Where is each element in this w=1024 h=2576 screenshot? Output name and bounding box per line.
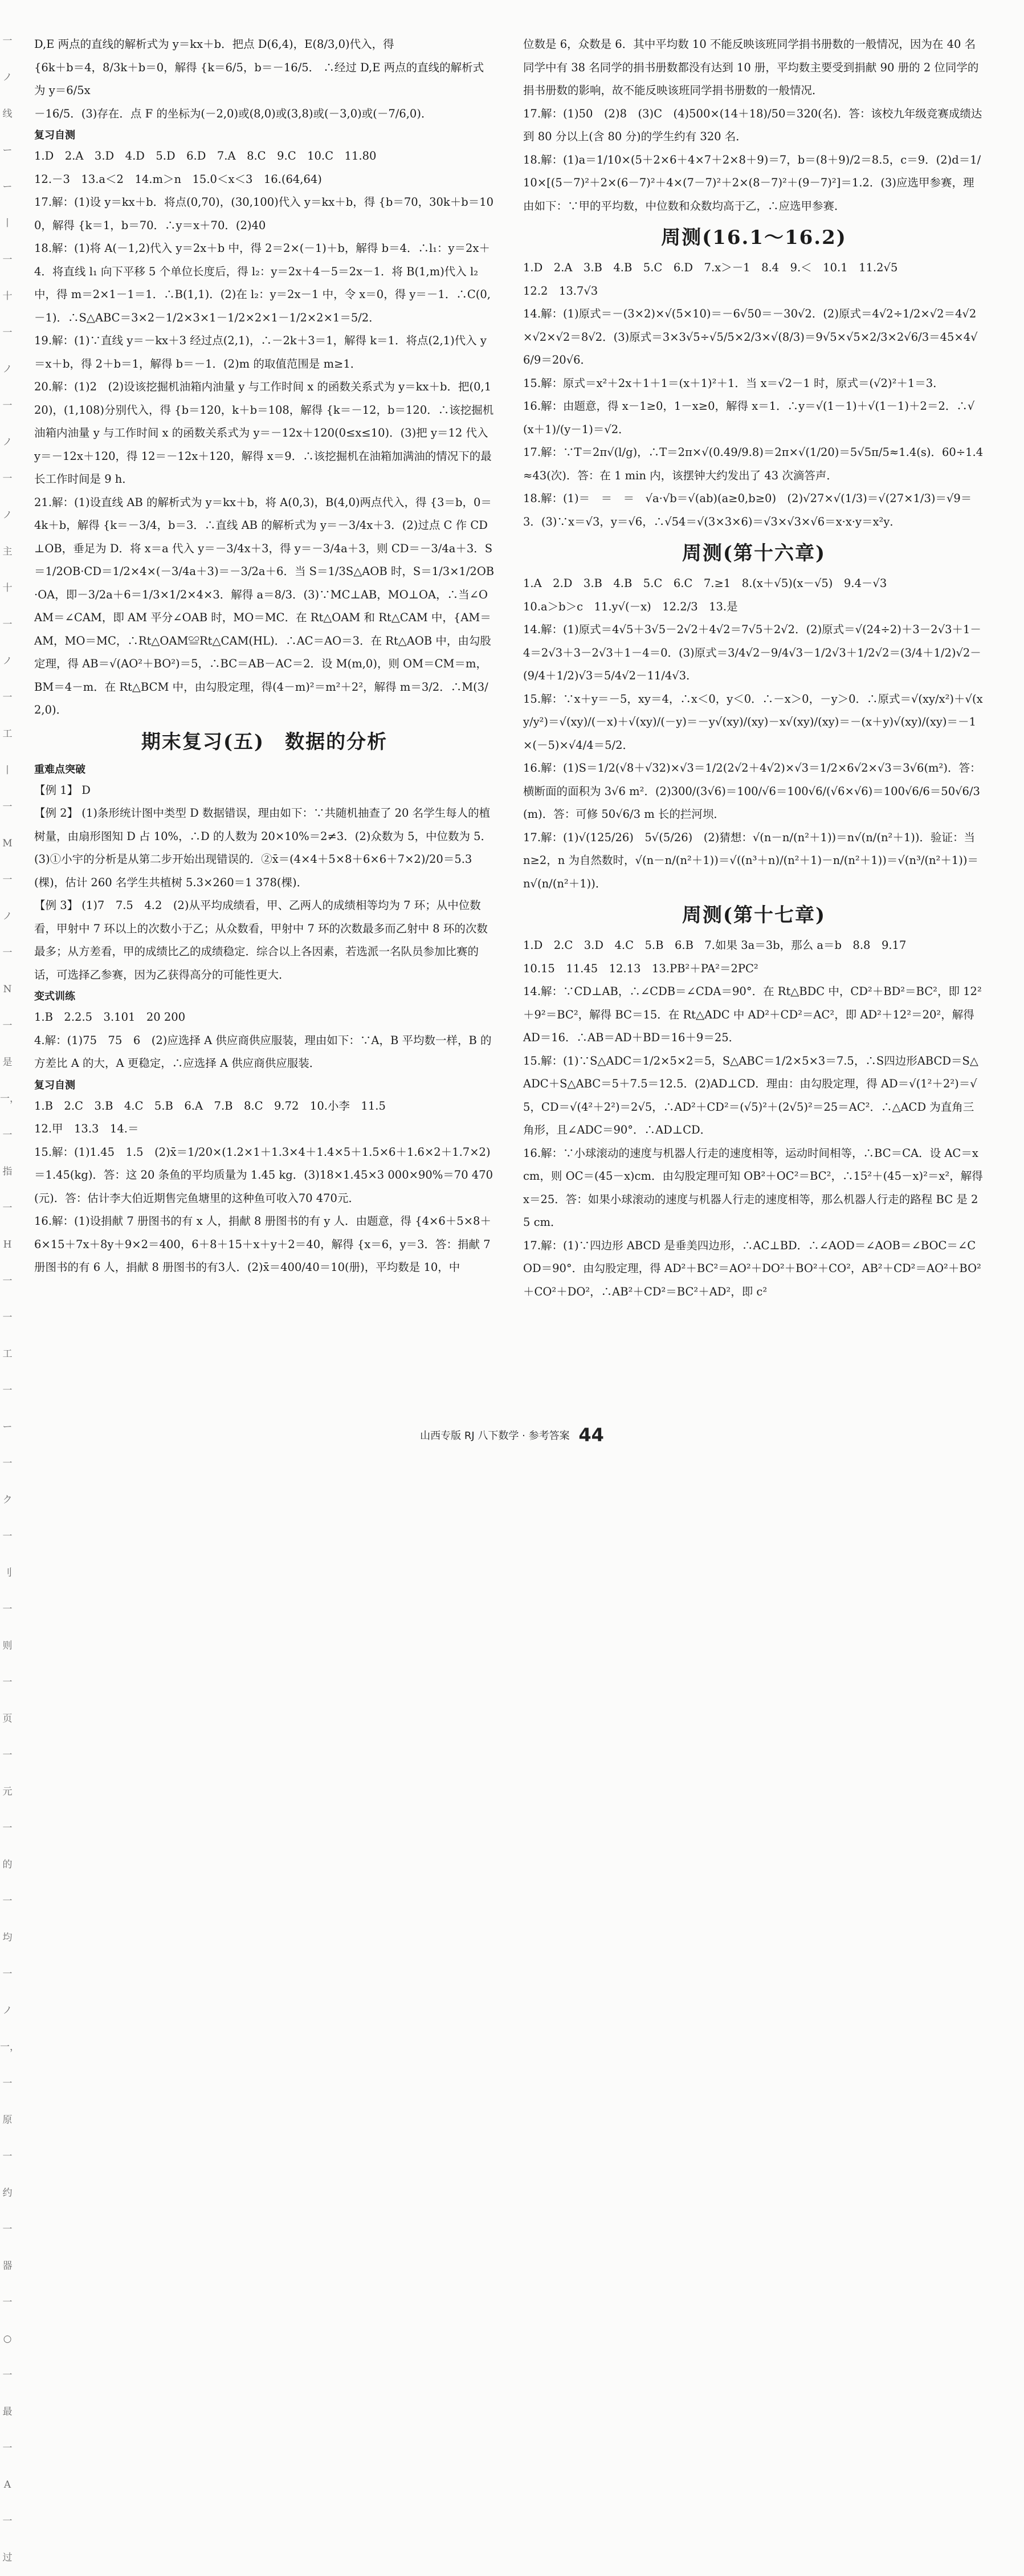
answer-paragraph: 18.解：(1)＝ ＝ ＝ √a·√b＝√(ab)(a≥0,b≥0) (2)√27×√(1/3)＝√(27×1/3)＝√9＝3．(3)∵x＝√3，y＝√6，∴√54＝√(3×3×6)＝√3×√3×√6＝x·x·y＝x²y． [523,492,972,528]
answer-paragraph: 20.解：(1)2 (2)设该挖掘机油箱内油量 y 与工作时间 x 的函数关系式为 y＝kx＋b．把(0,120)，(1,108)分别代入，得 {b＝120，k＋b＝108，解得 {k＝－12，b＝120．∴该挖掘机油箱内油量 y 与工作时间 x 的函数关系式为 y＝－12x＋120(0≤x≤10)．(3)把 y＝12 代入 y＝－12x＋120，得 12＝－12x＋120，解得 x＝9．∴该挖掘机在油箱加满油的情况下的最长工作时间是 9 h． [34,380,494,486]
subsection-heading: 重难点突破 [34,763,85,776]
answer-paragraph: 15.解：∵x＋y＝－5，xy＝4，∴x＜0，y＜0．∴－x＞0，－y＞0．∴原式＝√(xy/x²)＋√(xy/y²)＝√(xy)/(－x)＋√(xy)/(－y)＝－y√(xy)/(xy)－x√(xy)/(xy)＝－(x＋y)√(xy)/(xy)＝－1×(－5)×√4/4＝5/2． [523,692,983,752]
answer-paragraph: 【例 2】 (1)条形统计图中类型 D 数据错误，理由如下：∵共随机抽查了 20 名学生每人的植树量，由扇形图知 D 占 10%，∴D 的人数为 20×10%＝2≠3．(2)众数为 5，中位数为 5．(3)①小宇的分析是从第二步开始出现错误的．②x̄＝(4×4＋5×8＋6×6＋7×2)/20＝5.3(棵)，估计 260 名学生共植树 5.3×260＝1 378(棵)． [34,806,492,889]
answer-paragraph: 14.解：∵CD⊥AB，∴∠CDB＝∠CDA＝90°．在 Rt△BDC 中，CD²＋BD²＝BC²，即 12²＋9²＝BC²，解得 BC＝15．在 Rt△ADC 中 AD²＋CD²＝AC²，即 AD²＋12²＝20²，解得 AD＝16．∴AB＝AD＋BD＝16＋9＝25． [523,985,982,1044]
page-footer [0,1424,1024,1446]
answer-paragraph: 1.D 2.A 3.B 4.B 5.C 6.D 7.x＞－1 8.4 9.＜ 10.1 11.2√5 [523,261,898,274]
answer-paragraph: 12.甲 13.3 14.＝ [34,1122,139,1135]
answer-paragraph: 21.解：(1)设直线 AB 的解析式为 y＝kx＋b，将 A(0,3)，B(4,0)两点代入，得 {3＝b，0＝4k＋b，解得 {k＝－3/4，b＝3．∴直线 AB 的解析式为 y＝－3/4x＋3．(2)过点 C 作 CD⊥OB，垂足为 D．将 x＝a 代入 y＝－3/4x＋3，得 y＝－3/4a＋3，则 CD＝－3/4a＋3．S＝1/2OB·CD＝1/2×4×(－3/4a＋3)＝－3/2a＋6．当 S＝1/3S△AOB 时，S＝1/3×1/2OB·OA，即－3/2a＋6＝1/3×1/2×4×3．解得 a＝8/3．(3)∵MC⊥AB，MO⊥OA，∴当∠OAM＝∠CAM，即 AM 平分∠OAB 时，MO＝MC．在 Rt△OAM 和 Rt△CAM 中，{AM＝AM，MO＝MC，∴Rt△OAM≌Rt△CAM(HL)．∴AC＝AO＝3．在 Rt△AOB 中，由勾股定理，得 AB＝√(AO²＋BO²)＝5，∴BC＝AB－AC＝2．设 M(m,0)，则 OM＝CM＝m，BM＝4－m．在 Rt△BCM 中，由勾股定理，得(4－m)²＝m²＋2²，解得 m＝3/2．∴M(3/2,0)． [34,495,495,716]
answer-paragraph: －16/5．(3)存在．点 F 的坐标为(－2,0)或(8,0)或(3,8)或(－3,0)或(－7/6,0)． [34,107,433,120]
answer-paragraph: 17.解：(1)∵四边形 ABCD 是垂美四边形，∴AC⊥BD．∴∠AOD＝∠AOB＝∠BOC＝∠COD＝90°．由勾股定理，得 AD²＋BC²＝AO²＋DO²＋BO²＋CO²，AB²＋CD²＝AO²＋BO²＋CO²＋DO²，∴AB²＋CD²＝BC²＋AD²，即 c² [523,1238,981,1298]
section-title: 周测(第十七章) [682,904,826,927]
answer-paragraph: 【例 1】 D [34,783,91,797]
answer-paragraph: 10.15 11.45 12.13 13.PB²＋PA²＝2PC² [523,961,758,975]
subsection-heading: 变式训练 [34,991,75,1002]
answer-paragraph: 16.解：∵小球滚动的速度与机器人行走的速度相等，运动时间相等，∴BC＝CA．设 AC＝x cm，则 OC＝(45－x)cm．由勾股定理可知 OB²＋OC²＝BC²，∴15²＋(45－x)²＝x²，解得 x＝25．答：如果小球滚动的速度与机器人行走的速度相等，那么机器人行走的路程 BC 是 25 cm． [523,1146,986,1229]
binding-margin-text: 一ノ线ーー丨一十一ノ一ノ一ノ主十一ノ一工丨一M一ノ一N一是一，一指一H一一工一ー一ク一刂一则一页一元一的一均一ノ一，一原一约一器一○一最一A一过 [0,35,19,2563]
answer-paragraph: 12.2 13.7√3 [523,284,598,297]
answer-paragraph: 12.－3 13.a＜2 14.m＞n 15.0＜x＜3 16.(64,64) [34,172,322,186]
answer-paragraph: {6k＋b＝4，8/3k＋b＝0，解得 {k＝6/5，b＝－16/5． ∴经过 D,E 两点的直线的解析式为 y＝6/5x [34,60,484,97]
answer-paragraph: 1.D 2.C 3.D 4.C 5.B 6.B 7.如果 3a＝3b，那么 a＝b 8.8 9.17 [523,939,907,952]
answer-paragraph: 16.解：由题意，得 x－1≥0，1－x≥0，解得 x＝1．∴y＝√(1－1)＋√(1－1)＋2＝2．∴√(x＋1)/(y－1)＝√2． [523,400,975,436]
section-title: 周测(第十六章) [682,542,826,565]
answer-paragraph: 1.A 2.D 3.B 4.B 5.C 6.C 7.≥1 8.(x＋√5)(x－√5) 9.4－√3 [523,577,887,590]
answer-paragraph: 18.解：(1)a＝1/10×(5＋2×6＋4×7＋2×8＋9)＝7，b＝(8＋9)/2＝8.5，c＝9．(2)d＝1/10×[(5－7)²＋2×(6－7)²＋4×(7－7)²＋2×(8－7)²＋(9－7)²]＝1.2．(3)应选甲参赛，理由如下：∵甲的平均数，中位数和众数均高于乙，∴应选甲参赛． [523,153,981,213]
answer-paragraph: 15.解：原式＝x²＋2x＋1＋1＝(x＋1)²＋1．当 x＝√2－1 时，原式＝(√2)²＋1＝3． [523,376,944,390]
answer-paragraph: 17.解：∵T＝2π√(l/g)，∴T＝2π×√(0.49/9.8)＝2π×√(1/20)＝5√5π/5≈1.4(s)．60÷1.4≈43(次)．答：在 1 min 内，该摆钟大约发出了 43 次滴答声． [523,446,984,482]
page-number: 44 [578,1424,604,1446]
answer-paragraph: 4.解：(1)75 75 6 (2)应选择 A 供应商供应服装，理由如下：∵A，B 平均数一样，B 的方差比 A 的大，A 更稳定，∴应选择 A 供应商供应服装． [34,1033,492,1070]
subsection-heading: 复习自测 [34,129,75,141]
answer-paragraph: 19.解：(1)∵直线 y＝－kx＋3 经过点(2,1)，∴－2k＋3＝1，解得 k＝1．将点(2,1)代入 y＝x＋b，得 2＋b＝1，解得 b＝－1．(2)m 的取值范围是 m≥1． [34,334,487,370]
answer-paragraph: 14.解：(1)原式＝4√5＋3√5－2√2＋4√2＝7√5＋2√2．(2)原式＝√(24÷2)＋3－2√3＋1－4＝2√3＋3－2√3＋1－4＝0．(3)原式＝3/4√2－9/4√3－1/2√3＋1/2√2＝(3/4＋1/2)√2－(9/4＋1/2)√3＝5/4√2－11/4√3． [523,623,981,682]
section-title: 期末复习(五) 数据的分析 [141,730,388,753]
answer-paragraph: 位数是 6，众数是 6．其中平均数 10 不能反映该班同学捐书册数的一般情况，因为在 40 名同学中有 38 名同学的捐书册数都没有达到 10 册，平均数主要受到捐献 90 册的 2 位同学的捐书册数的影响，故不能反映该班同学捐书册数的一般情况． [523,38,979,97]
answer-paragraph: 1.B 2.2.5 3.101 20 200 [34,1010,186,1024]
right-column [523,33,985,1303]
answer-paragraph: 18.解：(1)将 A(－1,2)代入 y＝2x＋b 中，得 2＝2×(－1)＋b，解得 b＝4．∴l₁：y＝2x＋4．将直线 l₁ 向下平移 5 个单位长度后，得 l₂：y＝2x＋4－5＝2x－1．将 B(1,m)代入 l₂ 中，得 m＝2×1－1＝1．∴B(1,1)．(2)在 l₂：y＝2x－1 中，令 x＝0，得 y＝－1．∴C(0,－1)．∴S△ABC＝3×2－1/2×3×1－1/2×2×1－1/2×2×1＝5/2． [34,242,491,324]
answer-paragraph: 17.解：(1)设 y＝kx＋b．将点(0,70)，(30,100)代入 y＝kx＋b，得 {b＝70，30k＋b＝100，解得 {k＝1，b＝70．∴y＝x＋70．(2)40 [34,195,494,232]
footer-text: 山西专版 RJ 八下数学 · 参考答案 [420,1430,570,1442]
answer-paragraph: 16.解：(1)设捐献 7 册图书的有 x 人，捐献 8 册图书的有 y 人．由题意，得 {4×6＋5×8＋6×15＋7x＋8y＋9×2＝400，6＋8＋15＋x＋y＋2＝40，解得 {x＝6，y＝3．答：捐献 7 册图书的有 6 人，捐献 8 册图书的有3人．(2)x̄＝400/40＝10(册)，平均数是 10，中 [34,1214,494,1274]
answer-paragraph: 17.解：(1)√(125/26) 5√(5/26) (2)猜想：√(n－n/(n²＋1))＝n√(n/(n²＋1))．验证：当 n≥2，n 为自然数时，√(n－n/(n²＋1))＝√((n³＋n)/(n²＋1)－n/(n²＋1))＝√(n³/(n²＋1))＝n√(n/(n²＋1))． [523,830,979,890]
answer-paragraph: 10.a＞b＞c 11.y√(－x) 12.2/3 13.是 [523,600,738,613]
answer-paragraph: 16.解：(1)S＝1/2(√8＋√32)×√3＝1/2(2√2＋4√2)×√3＝1/2×6√2×√3＝3√6(m²)．答：横断面的面积为 3√6 m²．(2)300/(3√6)＝100/√6＝100√6/(√6×√6)＝100√6/6＝50√6/3(m)．答：可修 50√6/3 m 长的拦河坝． [523,761,981,821]
section-title: 周测(16.1～16.2) [661,226,847,249]
answer-paragraph: 【例 3】 (1)7 7.5 4.2 (2)从平均成绩看，甲、乙两人的成绩相等均为 7 环；从中位数看，甲射中 7 环以上的次数小于乙；从众数看，甲射中 7 环的次数最多而乙射中 8 环的次数最多；从方差看，甲的成绩比乙的成绩稳定．综合以上各因素，若选派一名队员参加比赛的话，可选择乙参赛，因为乙获得高分的可能性更大． [34,899,488,981]
left-column [34,33,495,1279]
answer-paragraph: 1.D 2.A 3.D 4.D 5.D 6.D 7.A 8.C 9.C 10.C 11.80 [34,149,377,162]
answer-paragraph: 15.解：(1)1.45 1.5 (2)x̄＝1/20×(1.2×1＋1.3×4＋1.4×5＋1.5×6＋1.6×2＋1.7×2)＝1.45(kg)．答：这 20 条鱼的平均质量为 1.45 kg．(3)18×1.45×3 000×90%＝70 470(元)．答：估计李大伯近期售完鱼塘里的这种鱼可收入70 470元． [34,1145,493,1205]
answer-paragraph: D,E 两点的直线的解析式为 y＝kx＋b．把点 D(6,4)，E(8/3,0)代入，得 [34,38,394,51]
answer-paragraph: 15.解：(1)∵S△ADC＝1/2×5×2＝5，S△ABC＝1/2×5×3＝7.5，∴S四边形ABCD＝S△ADC＋S△ABC＝5＋7.5＝12.5．(2)AD⊥CD．理由：由勾股定理，得 AD＝√(1²＋2²)＝√5，CD＝√(4²＋2²)＝2√5，∴AD²＋CD²＝(√5)²＋(2√5)²＝25＝AC²．∴△ACD 为直角三角形，且∠ADC＝90°．∴AD⊥CD． [523,1054,978,1136]
answer-paragraph: 1.B 2.C 3.B 4.C 5.B 6.A 7.B 8.C 9.72 10.小李 11.5 [34,1099,386,1112]
subsection-heading: 复习自测 [34,1079,75,1091]
answer-paragraph: 14.解：(1)原式＝－(3×2)×√(5×10)＝－6√50＝－30√2．(2)原式＝4√2÷1/2×√2＝4√2×√2×√2＝8√2．(3)原式＝3×3√5÷√5/5×2/3×√(8/3)＝9√5×√5×2/3×2√6/3＝45×4√6/9＝20√6． [523,307,978,366]
answer-paragraph: 17.解：(1)50 (2)8 (3)C (4)500×(14＋18)/50＝320(名)．答：该校九年级竞赛成绩达到 80 分以上(含 80 分)的学生约有 320 名． [523,107,982,143]
